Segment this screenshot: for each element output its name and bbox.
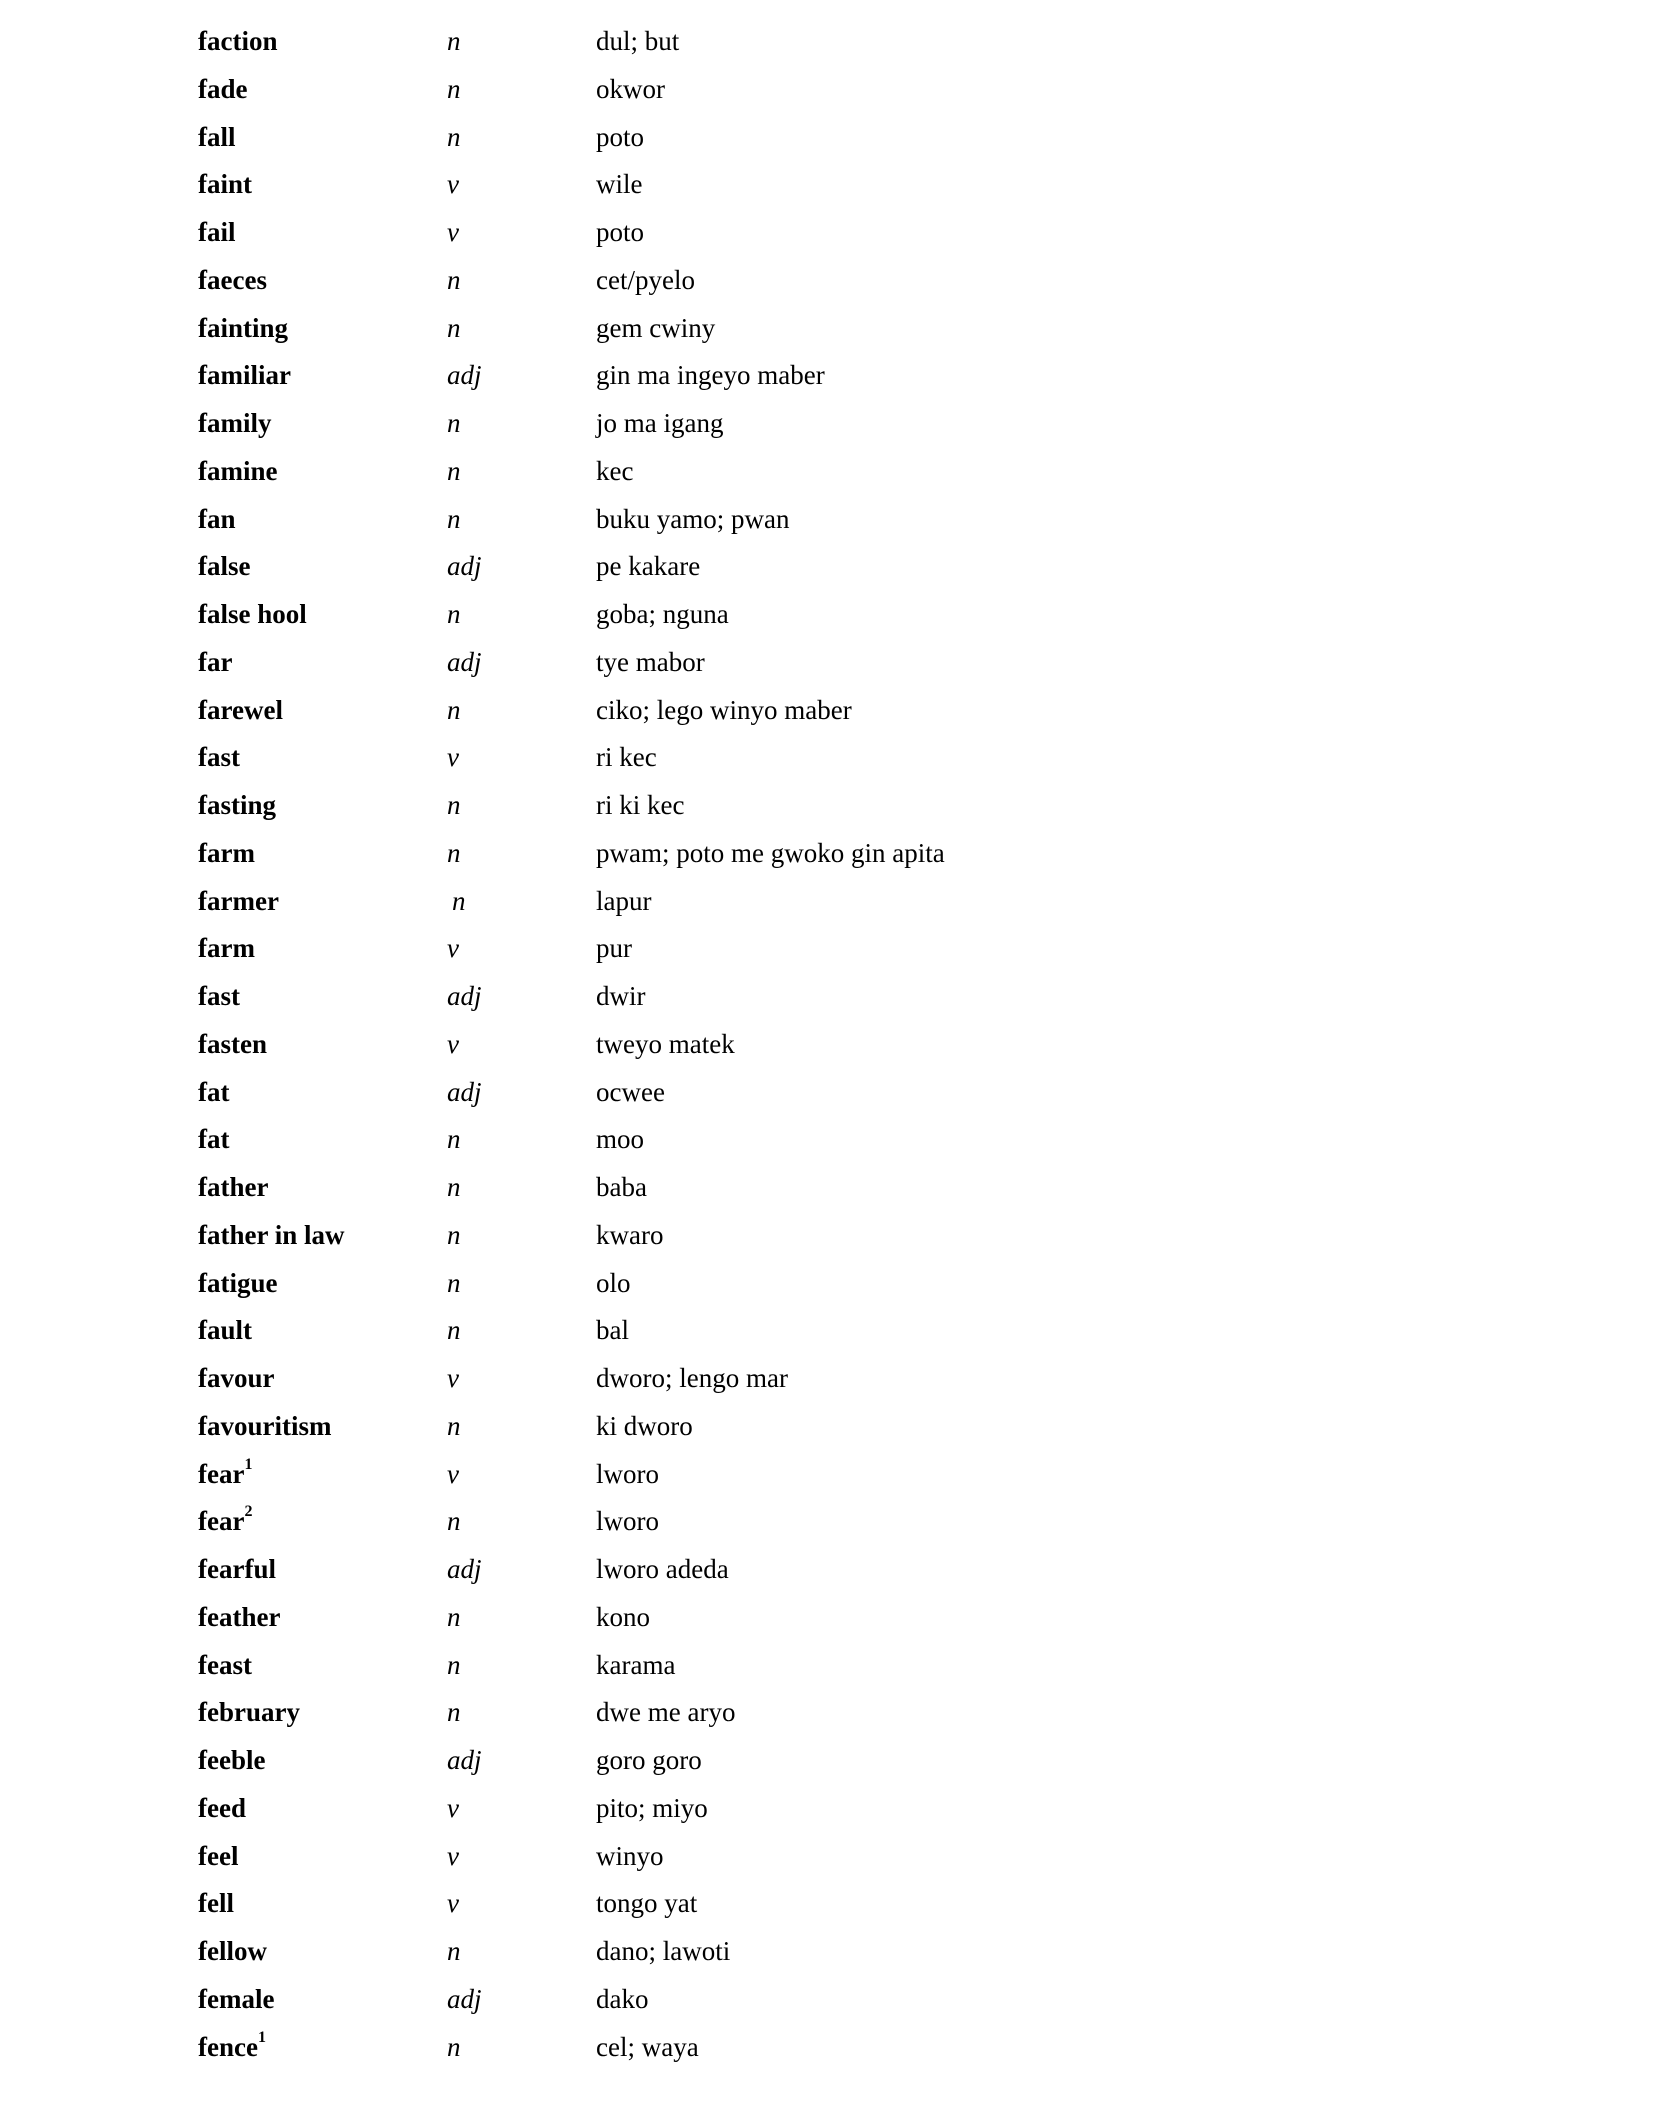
dictionary-entry bbox=[0, 1403, 1654, 1451]
translation: poto bbox=[596, 217, 645, 247]
part-of-speech: n bbox=[447, 1219, 461, 1250]
homonym-index: 1 bbox=[257, 2028, 266, 2046]
dictionary-entry bbox=[0, 496, 1654, 544]
entry-headword bbox=[198, 1355, 275, 1403]
translation: tweyo matek bbox=[596, 1028, 735, 1059]
part-of-speech: n bbox=[447, 26, 461, 56]
translation: cel; waya bbox=[596, 2031, 699, 2062]
entry-headword bbox=[198, 1594, 280, 1642]
entry-headword bbox=[198, 1785, 246, 1833]
entry-headword bbox=[198, 1403, 331, 1451]
headword-text: fade bbox=[198, 73, 248, 104]
translation: dwir bbox=[596, 981, 646, 1011]
headword-text: fatigue bbox=[198, 1267, 278, 1298]
translation: moo bbox=[596, 1124, 645, 1155]
translation: ki dworo bbox=[596, 1410, 693, 1441]
translation: pwam; poto me gwoko gin apita bbox=[596, 837, 945, 868]
headword-text: feeble bbox=[198, 1745, 266, 1775]
entry-headword bbox=[198, 161, 252, 209]
entry-headword bbox=[198, 1260, 277, 1308]
entry-headword bbox=[198, 400, 272, 448]
dictionary-entry bbox=[0, 352, 1654, 400]
part-of-speech: adj bbox=[447, 1076, 482, 1107]
translation: kwaro bbox=[596, 1219, 664, 1250]
headword-text: familiar bbox=[198, 360, 291, 391]
dictionary-entry bbox=[0, 1546, 1654, 1594]
headword-text: fearful bbox=[198, 1554, 276, 1584]
part-of-speech: v bbox=[447, 1458, 459, 1489]
dictionary-entry bbox=[0, 1642, 1654, 1690]
part-of-speech: n bbox=[447, 312, 461, 343]
translation: dworo; lengo mar bbox=[596, 1363, 788, 1393]
headword-text: feast bbox=[198, 1649, 252, 1680]
dictionary-entry bbox=[0, 1260, 1654, 1308]
entry-headword bbox=[198, 1164, 268, 1212]
entry-headword bbox=[198, 1498, 252, 1546]
entry-headword bbox=[198, 18, 277, 66]
headword-text: feather bbox=[198, 1601, 281, 1632]
headword-text: fault bbox=[198, 1315, 252, 1346]
entry-headword bbox=[198, 352, 291, 400]
entry-headword bbox=[198, 591, 307, 639]
translation: lworo adeda bbox=[596, 1554, 729, 1584]
entry-headword bbox=[198, 1833, 238, 1881]
translation: poto bbox=[596, 121, 645, 152]
headword-text: favouritism bbox=[198, 1410, 332, 1441]
part-of-speech: n bbox=[447, 1315, 461, 1346]
headword-text: farm bbox=[198, 837, 255, 868]
dictionary-entry bbox=[0, 639, 1654, 687]
entry-headword bbox=[198, 1737, 265, 1785]
part-of-speech: n bbox=[447, 503, 461, 534]
headword-text: fan bbox=[198, 503, 236, 534]
part-of-speech: v bbox=[447, 1363, 459, 1393]
dictionary-entry bbox=[0, 1976, 1654, 2024]
headword-text: father bbox=[198, 1172, 269, 1202]
entry-headword bbox=[198, 639, 232, 687]
translation: tye mabor bbox=[596, 646, 705, 677]
dictionary-entry bbox=[0, 114, 1654, 162]
translation: lworo bbox=[596, 1458, 659, 1489]
headword-text: female bbox=[198, 1983, 275, 2014]
entry-headword bbox=[198, 687, 283, 735]
entry-headword bbox=[198, 734, 240, 782]
part-of-speech: v bbox=[447, 742, 459, 773]
part-of-speech: v bbox=[447, 169, 459, 200]
dictionary-entry bbox=[0, 1498, 1654, 1546]
part-of-speech: adj bbox=[447, 551, 482, 582]
dictionary-entry bbox=[0, 1116, 1654, 1164]
part-of-speech: n bbox=[447, 1697, 461, 1728]
translation: dano; lawoti bbox=[596, 1936, 731, 1966]
headword-text: fence bbox=[198, 2031, 258, 2062]
dictionary-entry bbox=[0, 400, 1654, 448]
dictionary-entry bbox=[0, 830, 1654, 878]
dictionary-entry bbox=[0, 1355, 1654, 1403]
entry-headword bbox=[198, 782, 276, 830]
translation: lapur bbox=[596, 885, 652, 916]
translation: kono bbox=[596, 1601, 650, 1632]
translation: pur bbox=[596, 933, 632, 964]
dictionary-entry bbox=[0, 1689, 1654, 1737]
part-of-speech: v bbox=[447, 933, 459, 964]
dictionary-entry bbox=[0, 448, 1654, 496]
translation: bal bbox=[596, 1315, 629, 1346]
part-of-speech: n bbox=[447, 1601, 461, 1632]
translation: ri kec bbox=[596, 742, 657, 773]
part-of-speech: n bbox=[447, 1172, 461, 1202]
dictionary-entry bbox=[0, 973, 1654, 1021]
headword-text: fail bbox=[198, 217, 236, 247]
dictionary-entry bbox=[0, 1451, 1654, 1499]
headword-text: fear bbox=[198, 1458, 245, 1489]
dictionary-entry bbox=[0, 1164, 1654, 1212]
translation: goba; nguna bbox=[596, 599, 729, 629]
translation: jo ma igang bbox=[596, 408, 724, 438]
translation: dul; but bbox=[596, 26, 680, 56]
part-of-speech: v bbox=[447, 1840, 459, 1871]
headword-text: fell bbox=[198, 1888, 234, 1919]
headword-text: family bbox=[198, 408, 272, 438]
entry-headword bbox=[198, 1880, 234, 1928]
headword-text: february bbox=[198, 1697, 300, 1728]
entry-headword bbox=[198, 1212, 345, 1260]
headword-text: fat bbox=[198, 1124, 230, 1155]
headword-text: faction bbox=[198, 26, 278, 56]
part-of-speech: n bbox=[447, 599, 461, 629]
entry-headword bbox=[198, 925, 255, 973]
entry-headword bbox=[198, 496, 236, 544]
part-of-speech: n bbox=[447, 790, 461, 820]
dictionary-entry bbox=[0, 18, 1654, 66]
part-of-speech: adj bbox=[447, 646, 482, 677]
part-of-speech: adj bbox=[447, 1554, 482, 1584]
part-of-speech: adj bbox=[447, 1983, 482, 2014]
translation: tongo yat bbox=[596, 1888, 698, 1919]
headword-text: fall bbox=[198, 121, 236, 152]
headword-text: father in law bbox=[198, 1219, 345, 1250]
part-of-speech: n bbox=[447, 1124, 461, 1155]
dictionary-entry bbox=[0, 209, 1654, 257]
translation: karama bbox=[596, 1649, 676, 1680]
part-of-speech: n bbox=[447, 264, 461, 295]
part-of-speech: v bbox=[447, 1792, 459, 1823]
headword-text: fainting bbox=[198, 312, 289, 343]
part-of-speech: n bbox=[447, 694, 461, 725]
homonym-index: 1 bbox=[244, 1455, 253, 1473]
headword-text: fast bbox=[198, 742, 240, 773]
entry-headword bbox=[198, 448, 277, 496]
entry-headword bbox=[198, 1307, 252, 1355]
translation: kec bbox=[596, 455, 634, 486]
entry-headword bbox=[198, 2024, 266, 2072]
headword-text: famine bbox=[198, 455, 278, 486]
translation: wile bbox=[596, 169, 643, 200]
translation: buku yamo; pwan bbox=[596, 503, 790, 534]
headword-text: favour bbox=[198, 1363, 275, 1393]
entry-headword bbox=[198, 1069, 229, 1117]
headword-text: farmer bbox=[198, 885, 279, 916]
part-of-speech: n bbox=[447, 1506, 461, 1537]
dictionary-entry bbox=[0, 2024, 1654, 2072]
headword-text: false bbox=[198, 551, 251, 582]
translation: olo bbox=[596, 1267, 631, 1298]
part-of-speech: n bbox=[447, 2031, 461, 2062]
headword-text: false hool bbox=[198, 599, 307, 629]
headword-text: fasting bbox=[198, 790, 277, 820]
entry-headword bbox=[198, 257, 267, 305]
dictionary-entry bbox=[0, 161, 1654, 209]
dictionary-entry bbox=[0, 1212, 1654, 1260]
entry-headword bbox=[198, 1976, 274, 2024]
entry-headword bbox=[198, 209, 236, 257]
translation: cet/pyelo bbox=[596, 264, 695, 295]
entry-headword bbox=[198, 543, 250, 591]
headword-text: fellow bbox=[198, 1936, 267, 1966]
part-of-speech: n bbox=[447, 1267, 461, 1298]
entry-headword bbox=[198, 114, 236, 162]
entry-headword bbox=[198, 1021, 267, 1069]
headword-text: feel bbox=[198, 1840, 239, 1871]
part-of-speech: n bbox=[447, 455, 461, 486]
dictionary-entry bbox=[0, 1069, 1654, 1117]
translation: gem cwiny bbox=[596, 312, 716, 343]
entry-headword bbox=[198, 305, 288, 353]
part-of-speech: n bbox=[452, 885, 466, 916]
dictionary-entry bbox=[0, 1021, 1654, 1069]
entry-headword bbox=[198, 1451, 252, 1499]
dictionary-entry bbox=[0, 782, 1654, 830]
dictionary-entry bbox=[0, 305, 1654, 353]
part-of-speech: adj bbox=[447, 1745, 482, 1775]
headword-text: faint bbox=[198, 169, 252, 200]
translation: okwor bbox=[596, 73, 665, 104]
part-of-speech: v bbox=[447, 1888, 459, 1919]
dictionary-entry bbox=[0, 687, 1654, 735]
part-of-speech: n bbox=[447, 73, 461, 104]
translation: ri ki kec bbox=[596, 790, 685, 820]
entry-headword bbox=[198, 1928, 267, 1976]
headword-text: fat bbox=[198, 1076, 230, 1107]
entry-headword bbox=[198, 973, 240, 1021]
translation: goro goro bbox=[596, 1745, 702, 1775]
dictionary-entry bbox=[0, 734, 1654, 782]
dictionary-entry bbox=[0, 1785, 1654, 1833]
dictionary-entry bbox=[0, 66, 1654, 114]
headword-text: fear bbox=[198, 1506, 245, 1537]
headword-text: fast bbox=[198, 981, 240, 1011]
part-of-speech: adj bbox=[447, 360, 482, 391]
translation: winyo bbox=[596, 1840, 664, 1871]
part-of-speech: n bbox=[447, 1410, 461, 1441]
dictionary-entry-list bbox=[0, 18, 1654, 2071]
entry-headword bbox=[198, 1546, 276, 1594]
dictionary-entry bbox=[0, 1880, 1654, 1928]
headword-text: farm bbox=[198, 933, 255, 964]
translation: lworo bbox=[596, 1506, 659, 1537]
part-of-speech: n bbox=[447, 408, 461, 438]
headword-text: fasten bbox=[198, 1028, 267, 1059]
dictionary-entry bbox=[0, 1737, 1654, 1785]
dictionary-entry bbox=[0, 925, 1654, 973]
part-of-speech: adj bbox=[447, 981, 482, 1011]
entry-headword bbox=[198, 1116, 229, 1164]
entry-headword bbox=[198, 1642, 252, 1690]
headword-text: far bbox=[198, 646, 233, 677]
dictionary-entry bbox=[0, 1928, 1654, 1976]
dictionary-entry bbox=[0, 257, 1654, 305]
dictionary-entry bbox=[0, 1833, 1654, 1881]
translation: dako bbox=[596, 1983, 649, 2014]
entry-headword bbox=[198, 878, 279, 926]
translation: baba bbox=[596, 1172, 647, 1202]
dictionary-entry bbox=[0, 1307, 1654, 1355]
dictionary-entry bbox=[0, 878, 1654, 926]
translation: ciko; lego winyo maber bbox=[596, 694, 852, 725]
translation: pe kakare bbox=[596, 551, 701, 582]
entry-headword bbox=[198, 1689, 300, 1737]
part-of-speech: n bbox=[447, 121, 461, 152]
dictionary-entry bbox=[0, 591, 1654, 639]
translation: dwe me aryo bbox=[596, 1697, 736, 1728]
homonym-index: 2 bbox=[244, 1503, 253, 1521]
translation: pito; miyo bbox=[596, 1792, 708, 1823]
entry-headword bbox=[198, 66, 248, 114]
translation: gin ma ingeyo maber bbox=[596, 360, 825, 391]
part-of-speech: n bbox=[447, 837, 461, 868]
headword-text: feed bbox=[198, 1792, 246, 1823]
headword-text: faeces bbox=[198, 264, 267, 295]
part-of-speech: n bbox=[447, 1936, 461, 1966]
entry-headword bbox=[198, 830, 255, 878]
dictionary-entry bbox=[0, 1594, 1654, 1642]
translation: ocwee bbox=[596, 1076, 665, 1107]
headword-text: farewel bbox=[198, 694, 283, 725]
part-of-speech: v bbox=[447, 217, 459, 247]
part-of-speech: n bbox=[447, 1649, 461, 1680]
part-of-speech: v bbox=[447, 1028, 459, 1059]
dictionary-entry bbox=[0, 543, 1654, 591]
